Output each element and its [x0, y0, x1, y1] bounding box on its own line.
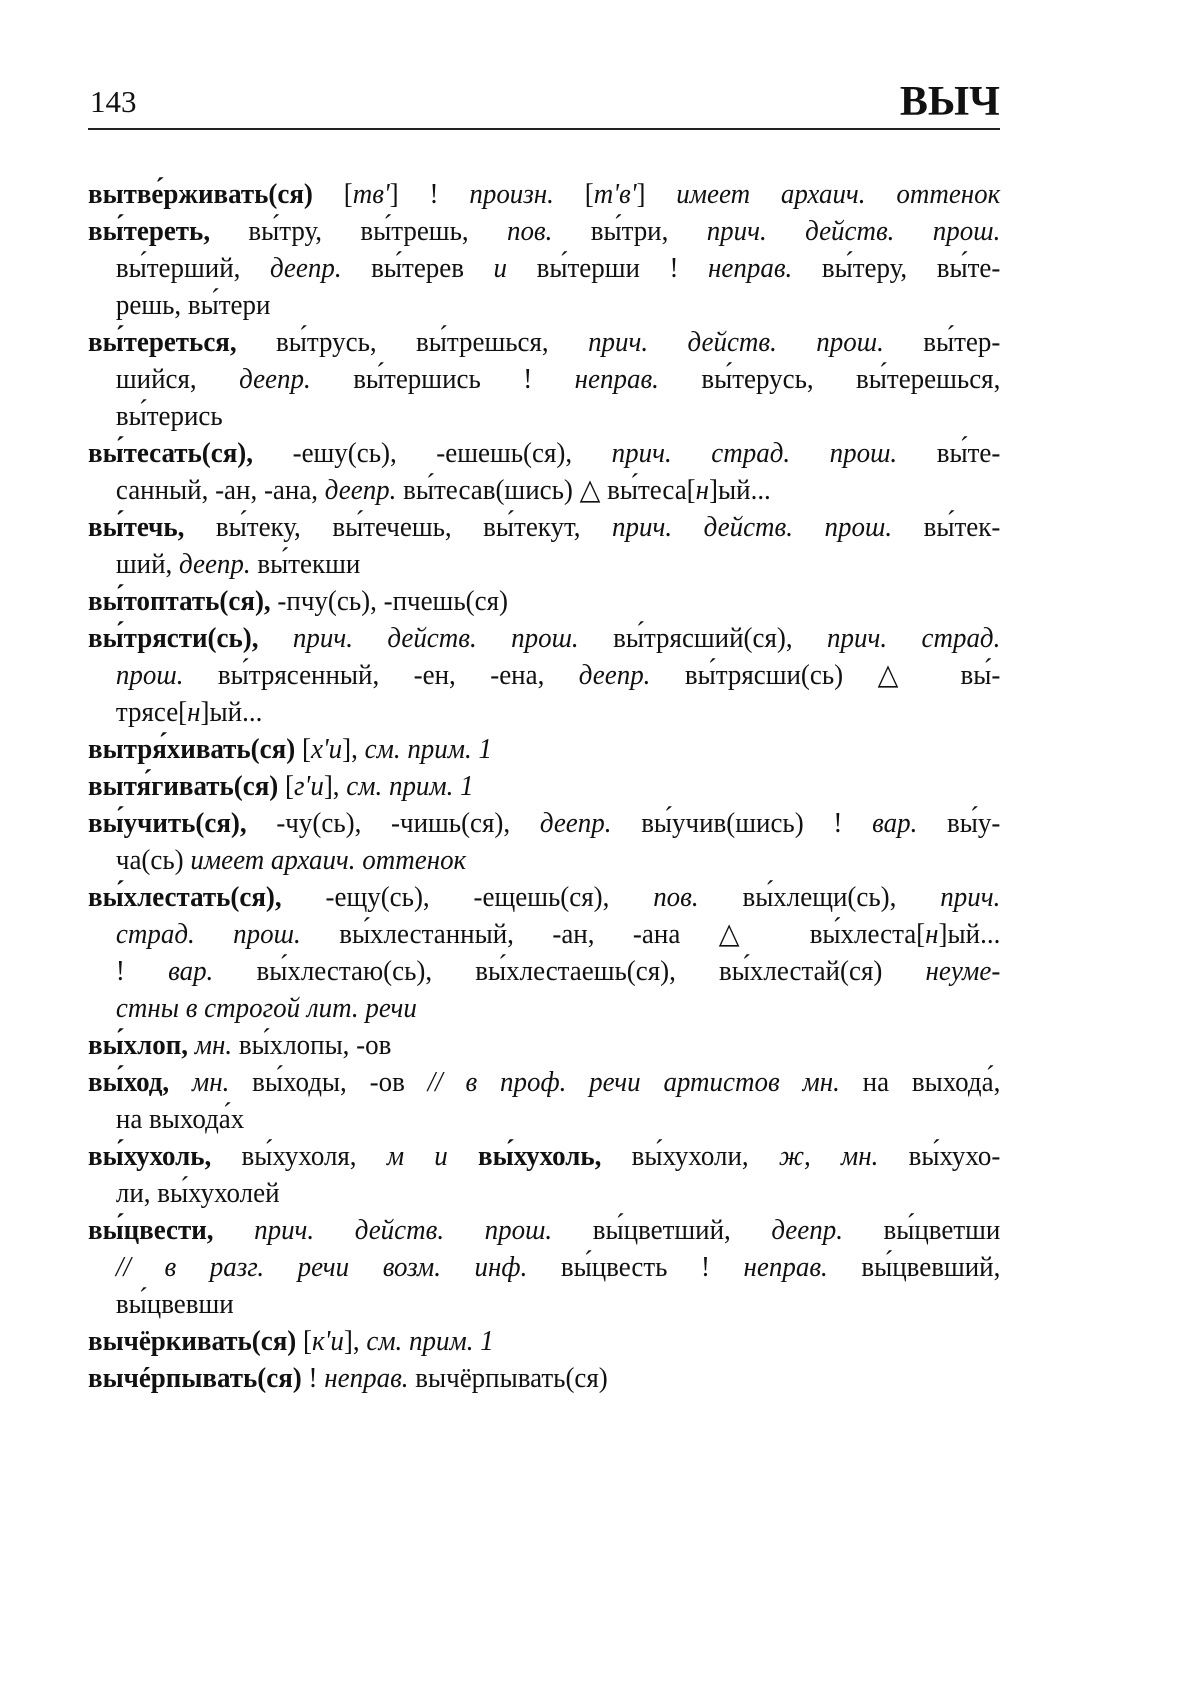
entry-text: ший, — [115, 548, 180, 580]
entry-continuation-line — [88, 361, 1000, 398]
entry-text: вы́теру, вы́те- — [792, 252, 1001, 284]
grammar-label: прош. — [115, 659, 184, 691]
entry-text: [ — [295, 733, 311, 765]
grammar-label: деепр. — [179, 548, 251, 580]
entry-text: ча(сь) — [115, 844, 191, 876]
entry-text: вы́трусь, вы́трешься, — [236, 326, 589, 358]
entry-text: на выхода́, — [839, 1066, 1001, 1098]
entry-continuation-line — [88, 657, 1000, 694]
grammar-label: деепр. — [539, 807, 612, 839]
headword: вы́трясти(сь), — [88, 622, 259, 654]
dictionary-entries — [88, 176, 1000, 1397]
entry-text: вы́хухоля, — [211, 1140, 387, 1172]
headword: вытя́гивать(ся) — [88, 770, 279, 802]
grammar-label: деепр. — [578, 659, 651, 691]
grammar-label: деепр. — [269, 252, 342, 284]
grammar-label: прич. действ. прош. — [612, 511, 893, 543]
entry-continuation-line — [88, 472, 1000, 509]
entry-text: ]ый... — [200, 696, 263, 728]
entry-text: вы́текши — [250, 548, 361, 580]
entry-text: вы́терись — [115, 400, 223, 432]
grammar-label: см. прим. 1 — [346, 770, 474, 802]
header-rule — [88, 128, 1000, 130]
entry-text: вы́три, — [552, 215, 707, 247]
entry-line — [88, 509, 1000, 546]
entry-text: вы́цветши — [842, 1214, 1001, 1246]
grammar-label: прич. страд. — [827, 622, 1001, 654]
entry-text: вы́хлопы, -ов — [232, 1029, 392, 1061]
entry-text: вы́терев — [341, 252, 494, 284]
grammar-label: тв' — [352, 178, 390, 210]
entry-text: ], — [342, 733, 365, 765]
grammar-label: деепр. — [771, 1214, 843, 1246]
grammar-label: имеет архаич. оттенок — [190, 844, 467, 876]
headword: вы́хлестать(ся), — [88, 881, 282, 913]
entry-text: вы́теку, вы́течешь, вы́текут, — [184, 511, 613, 543]
grammar-label: ж, мн. — [778, 1140, 879, 1172]
entry-line — [88, 620, 1000, 657]
headword: вы́тереться, — [88, 326, 237, 358]
grammar-label: м и — [386, 1140, 479, 1172]
entry-continuation-line — [88, 1249, 1000, 1286]
entry-text: вы́трясенный, -ен, -ена, — [183, 659, 579, 691]
entry-text: санный, -ан, -ана, — [115, 474, 325, 506]
entry-line — [88, 1138, 1000, 1175]
entry-text: вычёрпывать(ся) — [408, 1362, 608, 1394]
grammar-label: деепр. — [239, 363, 311, 395]
entry-text: [ — [278, 770, 295, 802]
entry-continuation-line — [88, 250, 1000, 287]
grammar-label: г'и — [294, 770, 324, 802]
grammar-label: прич. страд. прош. — [611, 437, 898, 469]
grammar-label: к'и — [312, 1325, 344, 1357]
headword: вы́тесать(ся), — [88, 437, 254, 469]
entry-text: ]ый... — [709, 474, 771, 506]
grammar-label: мн. — [192, 1066, 230, 1098]
entry-text: вы́хлещи(сь), — [698, 881, 941, 913]
grammar-label: прич. действ. прош. — [588, 326, 884, 358]
entry-continuation-line — [88, 398, 1000, 435]
entry-continuation-line — [88, 1175, 1000, 1212]
entry-text: решь, вы́тери — [115, 289, 271, 321]
grammar-label: прич. — [940, 881, 1001, 913]
entry-line — [88, 176, 1000, 213]
entry-text: вы́те- — [897, 437, 1001, 469]
entry-line — [88, 1027, 1000, 1064]
entry-line — [88, 435, 1000, 472]
entry-line — [88, 1323, 1000, 1360]
entry-line — [88, 805, 1000, 842]
grammar-label: н — [695, 474, 710, 506]
entry-text: вы́хлестанный, -ан, -ана △ вы́хлеста[ — [300, 918, 926, 950]
entry-continuation-line — [88, 990, 1000, 1027]
grammar-label: страд. прош. — [115, 918, 301, 950]
entry-text: ]ый... — [938, 918, 1001, 950]
entry-text: вы́трясши(сь) △ вы́- — [650, 659, 1001, 691]
headword: вы́топтать(ся), — [88, 585, 271, 617]
entry-text: ли, вы́хухолей — [115, 1177, 280, 1209]
entry-text: вы́трясший(ся), — [578, 622, 828, 654]
headword: вы́учить(ся), — [88, 807, 247, 839]
entry-text: вы́ходы, -ов — [229, 1066, 428, 1098]
entry-continuation-line — [88, 842, 1000, 879]
headword: вы́хлоп, — [88, 1029, 189, 1061]
entry-text: вы́терусь, вы́терешься, — [658, 363, 1001, 395]
entry-text: [ — [312, 178, 353, 210]
grammar-label: неправ. — [324, 1362, 409, 1394]
entry-line — [88, 583, 1000, 620]
entry-text: вы́цвесть ! — [527, 1251, 744, 1283]
grammar-label: прич. действ. прош. — [254, 1214, 553, 1246]
grammar-label: см. прим. 1 — [366, 1325, 494, 1357]
entry-line — [88, 879, 1000, 916]
entry-continuation-line — [88, 546, 1000, 583]
entry-text: вы́у- — [917, 807, 1001, 839]
entry-text — [169, 1066, 192, 1098]
entry-text: ], — [343, 1325, 367, 1357]
entry-text: вы́тер- — [883, 326, 1001, 358]
grammar-label: вар. — [168, 955, 214, 987]
grammar-label: см. прим. 1 — [364, 733, 492, 765]
entry-text: вы́тру, вы́трешь, — [210, 215, 507, 247]
entry-text: ! — [115, 955, 169, 987]
entry-line — [88, 731, 1000, 768]
headword: вы́цвести, — [88, 1214, 214, 1246]
entry-text: вы́цветший, — [552, 1214, 772, 1246]
entry-text — [214, 1214, 255, 1246]
entry-text: вы́хлестаю(сь), вы́хлестаешь(ся), вы́хлестай(ся) — [213, 955, 926, 987]
grammar-label: мн. — [194, 1029, 233, 1061]
entry-text: вы́хухоли, — [601, 1140, 779, 1172]
grammar-label: стны в строгой лит. речи — [115, 992, 417, 1024]
entry-text: -пчу(сь), -пчешь(ся) — [270, 585, 508, 617]
entry-text: вы́терший, — [115, 252, 270, 284]
entry-text: [ — [553, 178, 594, 210]
headword: вытря́хивать(ся) — [88, 733, 296, 765]
entry-line — [88, 213, 1000, 250]
grammar-label: произн. — [469, 178, 554, 210]
entry-text: [ — [296, 1325, 313, 1357]
grammar-label: н — [187, 696, 201, 728]
entry-continuation-line — [88, 694, 1000, 731]
grammar-label: неправ. — [708, 252, 793, 284]
grammar-label: // в разг. речи возм. инф. — [115, 1251, 528, 1283]
grammar-label: прич. действ. прош. — [292, 622, 579, 654]
grammar-label: деепр. — [324, 474, 397, 506]
headword: вы́хухоль, — [478, 1140, 602, 1172]
headword: вы́течь, — [88, 511, 185, 543]
grammar-label: имеет архаич. оттенок — [676, 178, 1001, 210]
entry-text: вы́учив(шись) ! — [611, 807, 873, 839]
entry-text: ] ! — [389, 178, 470, 210]
entry-text: -чу(сь), -чишь(ся), — [246, 807, 540, 839]
entry-text: ], — [323, 770, 347, 802]
headword: вы́ход, — [88, 1066, 170, 1098]
entry-line — [88, 1064, 1000, 1101]
entry-text: вы́терши ! — [507, 252, 709, 284]
entry-continuation-line — [88, 287, 1000, 324]
grammar-label: и — [493, 252, 508, 284]
headword: вы́хухоль, — [88, 1140, 212, 1172]
entry-text: вы́цвевши — [115, 1288, 234, 1320]
entry-text: ] — [636, 178, 677, 210]
page-number: 143 — [90, 84, 137, 119]
entry-text: вы́хухо- — [878, 1140, 1001, 1172]
grammar-label: вар. — [872, 807, 918, 839]
guide-word: ВЫЧ — [899, 79, 1000, 125]
grammar-label: пов. — [653, 881, 699, 913]
entry-text — [188, 1029, 195, 1061]
grammar-label: неправ. — [574, 363, 659, 395]
entry-text: шийся, — [115, 363, 240, 395]
headword: вычéрпывать(ся) — [88, 1362, 302, 1394]
entry-continuation-line — [88, 1101, 1000, 1138]
grammar-label: прич. действ. прош. — [706, 215, 1001, 247]
entry-line — [88, 1212, 1000, 1249]
entry-line — [88, 324, 1000, 361]
headword: вытве́рживать(ся) — [88, 178, 313, 210]
entry-line — [88, 1360, 1000, 1397]
grammar-label: н — [925, 918, 939, 950]
entry-text: вы́цвевший, — [827, 1251, 1001, 1283]
entry-text: -ешу(сь), -ешешь(ся), — [253, 437, 612, 469]
grammar-label: // в проф. речи артистов мн. — [427, 1066, 840, 1098]
entry-text: вы́тек- — [892, 511, 1001, 543]
entry-continuation-line — [88, 916, 1000, 953]
entry-continuation-line — [88, 953, 1000, 990]
grammar-label: т'в' — [593, 178, 637, 210]
entry-text: трясе[ — [115, 696, 188, 728]
entry-text: -ещу(сь), -ещешь(ся), — [281, 881, 654, 913]
entry-text: ! — [301, 1362, 325, 1394]
grammar-label: х'и — [310, 733, 343, 765]
entry-line — [88, 768, 1000, 805]
grammar-label: пов. — [506, 215, 553, 247]
grammar-label: неправ. — [743, 1251, 828, 1283]
entry-text: вы́тесав(шись) △ вы́теса[ — [396, 474, 696, 506]
grammar-label: неуме- — [925, 955, 1001, 987]
headword: вы́тереть, — [88, 215, 211, 247]
entry-text: на выхода́х — [115, 1103, 245, 1135]
headword: вычёркивать(ся) — [88, 1325, 297, 1357]
entry-continuation-line — [88, 1286, 1000, 1323]
entry-text: вы́тершись ! — [310, 363, 575, 395]
entry-text — [258, 622, 292, 654]
